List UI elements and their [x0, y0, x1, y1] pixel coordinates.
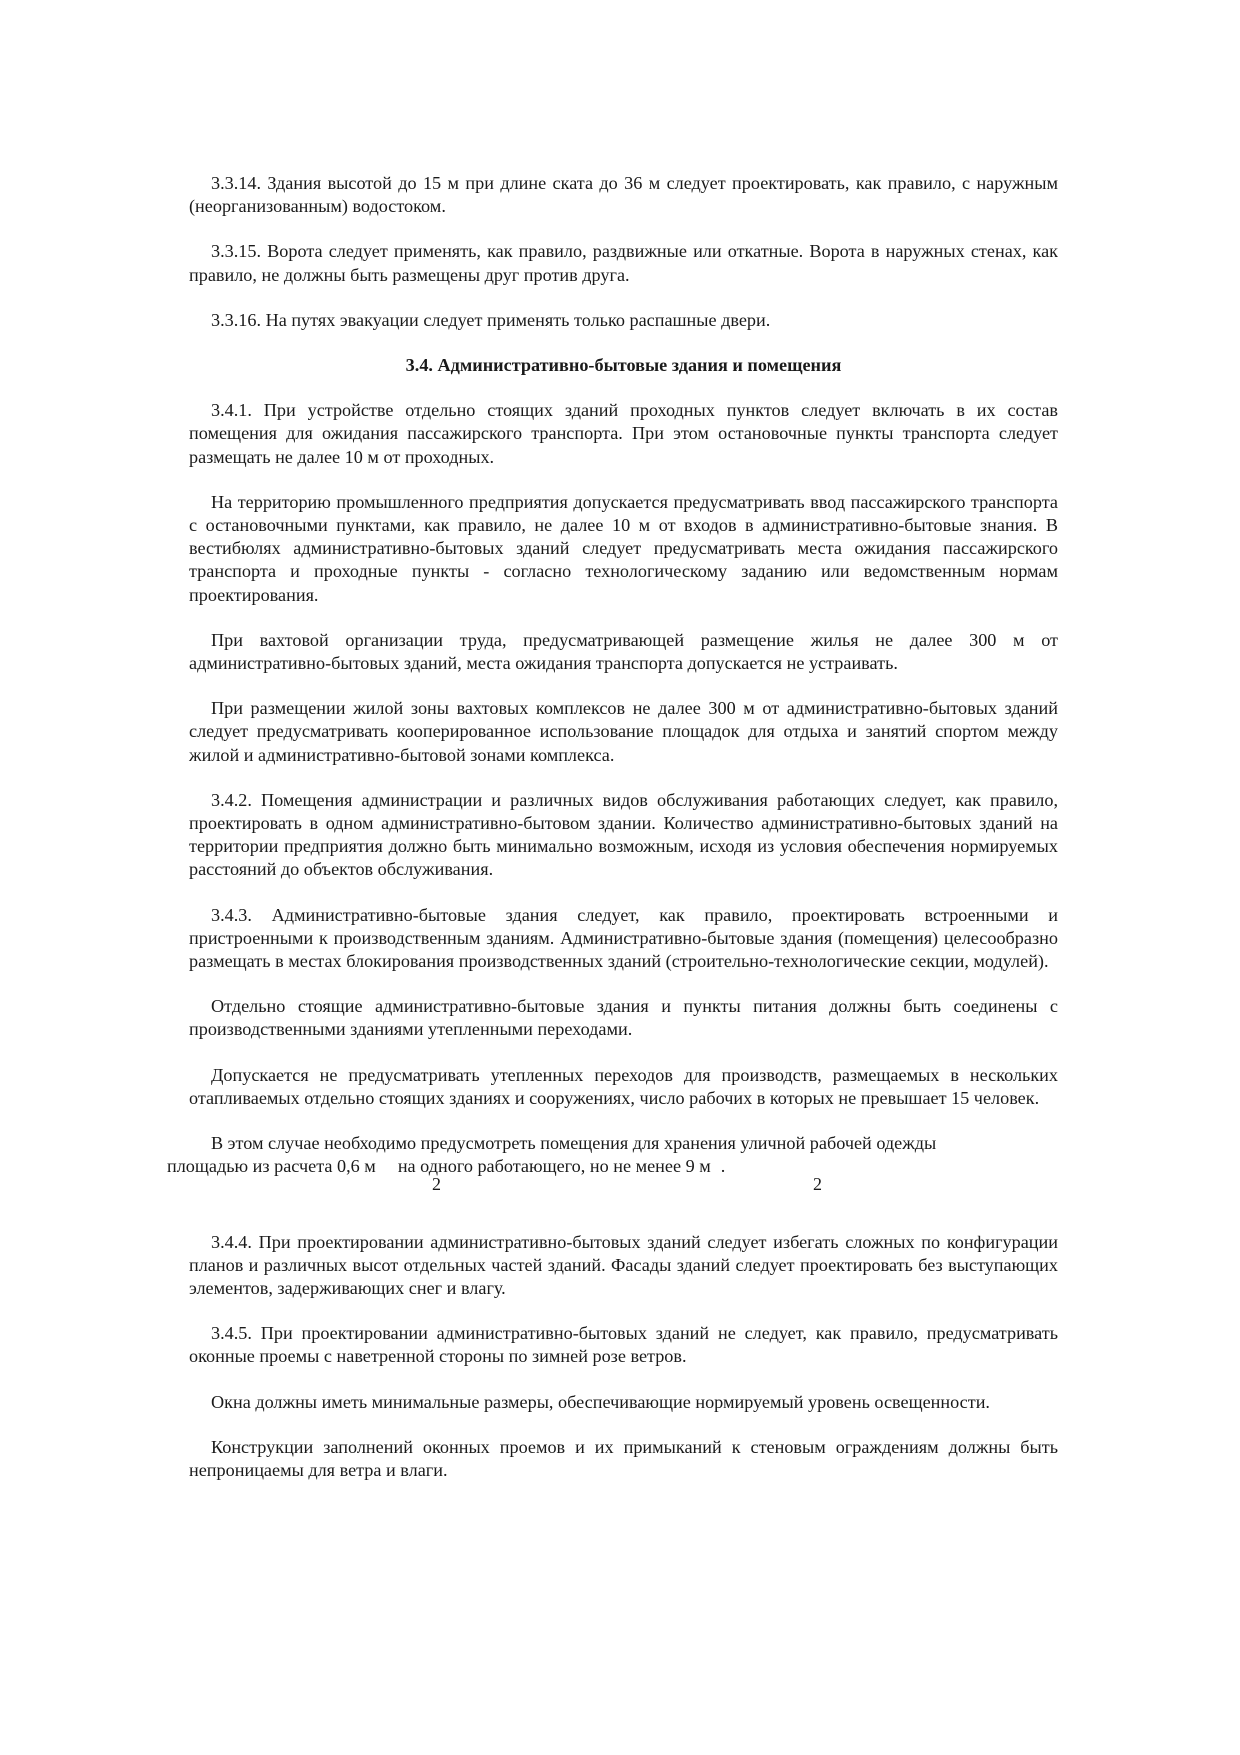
paragraph-3-3-15: 3.3.15. Ворота следует применять, как правило, раздвижные или откатные. Ворота в наружных стенах, как правило, не должны быть размещены друг против друга. [189, 241, 1058, 285]
section-heading-3-4: 3.4. Административно-бытовые здания и помещения [405, 355, 842, 376]
clothing-storage-line-2 [167, 1156, 822, 1195]
paragraph-windows: Окна должны иметь минимальные размеры, обеспечивающие нормируемый уровень освещенности. [211, 1391, 990, 1412]
document-page [167, 172, 1058, 1504]
paragraph-separate-buildings: Отдельно стоящие административно-бытовые здания и пункты питания должны быть соединены с производственными зданиями утепленными переходами. [189, 996, 1058, 1040]
paragraph-3-4-1: 3.4.1. При устройстве отдельно стоящих зданий проходных пунктов следует включать в их состав помещения для ожидания пассажирского транспорта. При этом остановочные пункты транспорта следует размещать не далее 10 м от проходных. [189, 400, 1058, 467]
spacer [189, 1201, 1058, 1231]
paragraph-constructions: Конструкции заполнений оконных проемов и их примыканий к стеновым ограждениям должны быть непроницаемы для ветра и влаги. [189, 1436, 1058, 1480]
paragraph-shift-work: При вахтовой организации труда, предусматривающей размещение жилья не далее 300 м от административно-бытовых зданий, места ожидания транспорта допускается не устраивать. [189, 629, 1058, 674]
paragraph-3-4-2: 3.4.2. Помещения администрации и различных видов обслуживания работающих следует, как правило, проектировать в одном административно-бытовом здании. Количество административно-бытовых зданий на территории предприятия должно быть минимально возможным, исходя из условия обеспечения нормируемых расстояний до объектов обслуживания. [189, 789, 1058, 880]
clothing-storage-line-1: В этом случае необходимо предусмотреть помещения для хранения уличной рабочей одежды [211, 1133, 937, 1154]
minimum-area-text: на одного работающего, но не менее 9 м [397, 1156, 711, 1177]
area-per-worker-text: площадью из расчета 0,6 м [167, 1156, 376, 1177]
paragraph-3-4-3: 3.4.3. Административно-бытовые здания следует, как правило, проектировать встроенными и пристроенными к производственным зданиям. Административно-бытовые здания (помещения) целесообразно размещать в местах блокирования производственных зданий (строительно-технологические секции, модулей). [189, 904, 1058, 972]
paragraph-clothing-storage [167, 1132, 1058, 1195]
paragraph-3-3-14: 3.3.14. Здания высотой до 15 м при длине ската до 36 м следует проектировать, как правило, с наружным (неорганизованным) водостоком. [189, 173, 1058, 217]
sentence-end: . [720, 1156, 726, 1177]
paragraph-allowed: Допускается не предусматривать утепленных переходов для производств, размещаемых в нескольких отапливаемых отдельно стоящих зданиях и сооружениях, число рабочих в которых не превышает 15 человек. [189, 1064, 1058, 1108]
paragraph-residential-zone: При размещении жилой зоны вахтовых комплексов не далее 300 м от административно-бытовых зданий следует предусматривать кооперированное использование площадок для отдыха и занятий спортом между жилой и административно-бытовой зонами комплекса. [189, 698, 1058, 765]
area-unit-superscript-1: 2 [432, 1174, 441, 1195]
paragraph-territory: На территорию промышленного предприятия допускается предусматривать ввод пассажирского транспорта с остановочными пунктами, как правило, не далее 10 м от входов в административно-бытовые знания. В вестибюлях административно-бытовых зданий следует предусматривать места ожидания пассажирского транспорта и проходные пункты - согласно технологическому заданию или ведомственным нормам проектирования. [189, 491, 1058, 605]
area-unit-superscript-2: 2 [813, 1174, 822, 1195]
paragraph-3-3-16: 3.3.16. На путях эвакуации следует применять только распашные двери. [211, 309, 771, 330]
paragraph-3-4-5: 3.4.5. При проектировании административно-бытовых зданий не следует, как правило, предусматривать оконные проемы с наветренной стороны по зимней розе ветров. [189, 1323, 1058, 1367]
paragraph-3-4-4: 3.4.4. При проектировании административно-бытовых зданий следует избегать сложных по конфигурации планов и различных высот отдельных частей зданий. Фасады зданий следует проектировать без выступающих элементов, задерживающих снег и влагу. [189, 1231, 1058, 1298]
